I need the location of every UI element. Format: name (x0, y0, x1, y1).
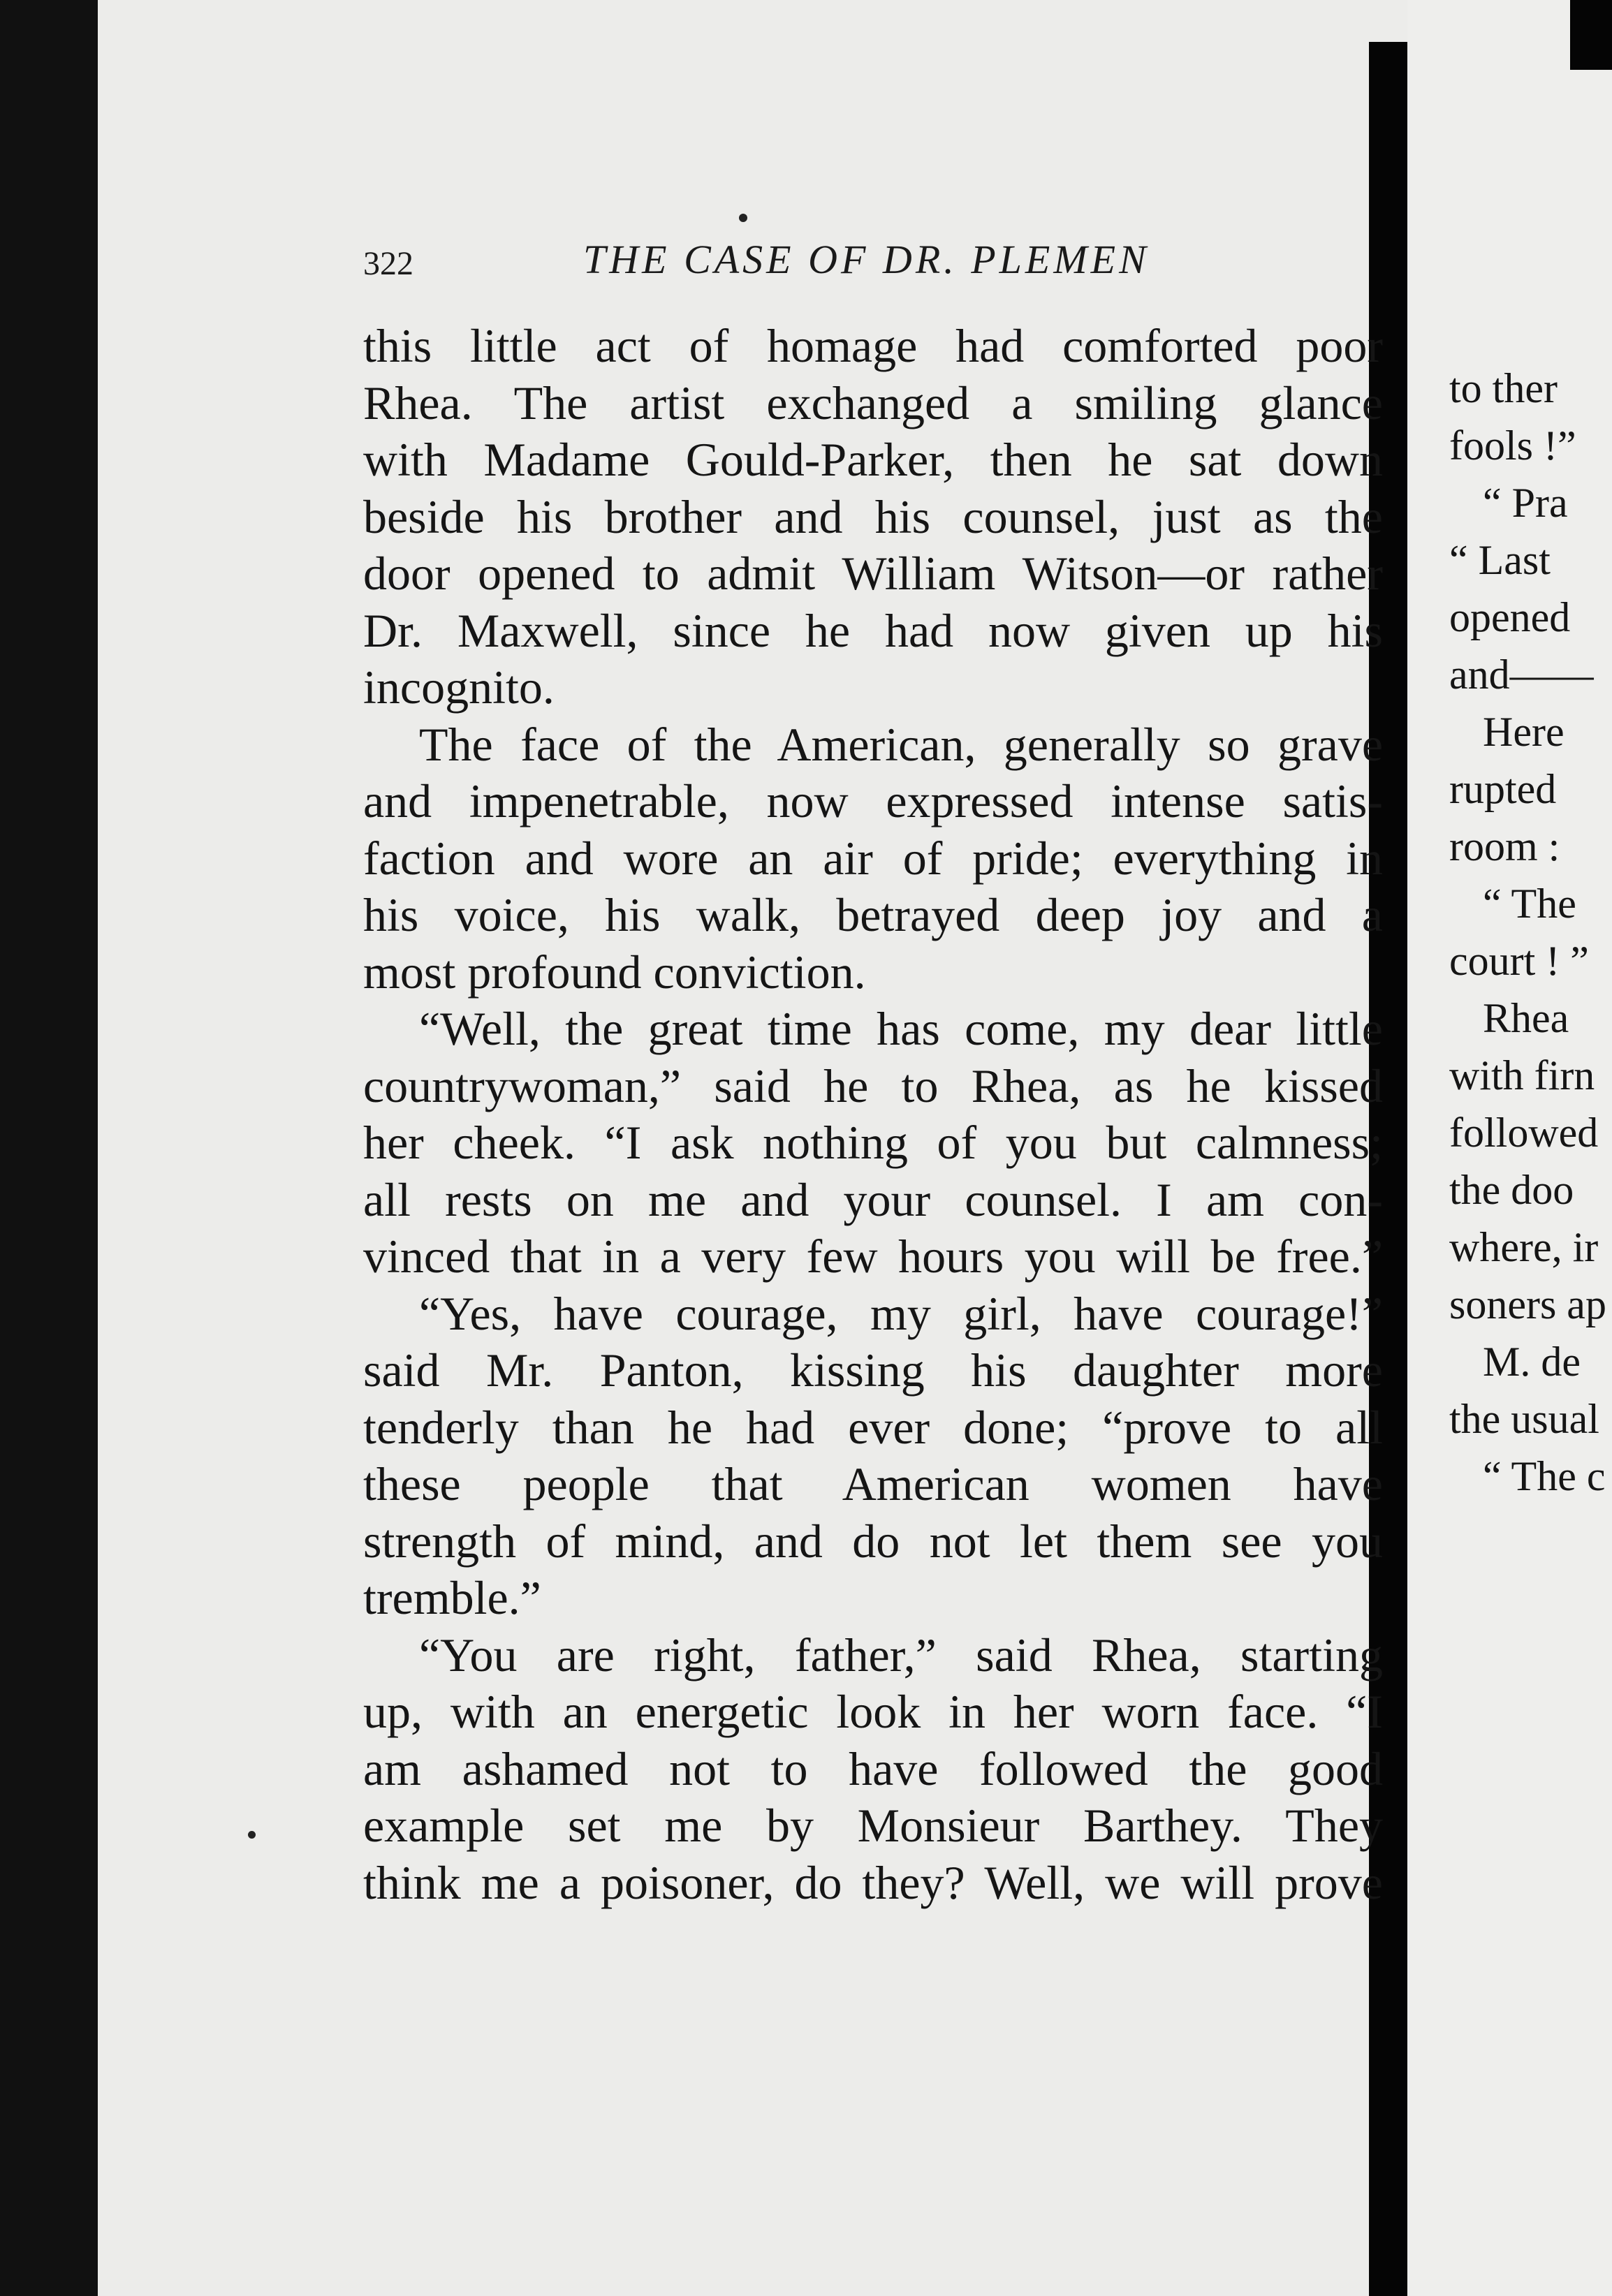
scan-border-top-right (1570, 0, 1612, 70)
text-line: “Well, the great time has come, my dear little (419, 1002, 1383, 1055)
facing-text-line: room : (1449, 823, 1560, 869)
facing-text-line: “ The c (1483, 1453, 1606, 1499)
text-line: and impenetrable, now expressed intense satis- (363, 774, 1383, 827)
text-line: her cheek. “I ask nothing of you but calmness; (363, 1116, 1383, 1169)
text-line: tenderly than he had ever done; “prove to all (363, 1400, 1383, 1454)
running-head: THE CASE OF DR. PLEMEN (583, 237, 1150, 282)
printing-speck (248, 1831, 256, 1839)
facing-text-line: Here (1483, 709, 1565, 755)
page-text (363, 318, 1383, 1911)
text-line: these people that American women have (363, 1457, 1383, 1510)
facing-text-line: to ther (1449, 365, 1558, 411)
facing-text-line: and—— (1449, 652, 1594, 698)
facing-text-line: with firn (1449, 1052, 1595, 1098)
scan-border-left (0, 0, 98, 2296)
text-line: think me a poisoner, do they? Well, we will prove (363, 1855, 1383, 1909)
facing-text-line: M. de (1483, 1339, 1581, 1385)
facing-page-text (1449, 360, 1612, 1505)
facing-text-line: soners ap (1449, 1281, 1606, 1327)
text-line: Rhea. The artist exchanged a smiling glance (363, 376, 1383, 429)
text-line: faction and wore an air of pride; everything in (363, 831, 1383, 885)
text-line: strength of mind, and do not let them see you (363, 1514, 1383, 1568)
facing-text-line: fools !” (1449, 422, 1576, 469)
text-line: example set me by Monsieur Barthey. They (363, 1799, 1383, 1852)
text-line: up, with an energetic look in her worn face. “I (363, 1685, 1383, 1738)
printing-speck (739, 214, 747, 222)
text-line: all rests on me and your counsel. I am con- (363, 1172, 1383, 1226)
text-line: Dr. Maxwell, since he had now given up his (363, 603, 1383, 657)
text-line: door opened to admit William Witson—or rather (363, 547, 1383, 600)
text-line: am ashamed not to have followed the good (363, 1742, 1383, 1795)
facing-text-line: the doo (1449, 1167, 1574, 1213)
text-line: said Mr. Panton, kissing his daughter more (363, 1344, 1383, 1397)
facing-text-line: where, ir (1449, 1224, 1599, 1270)
text-line: most profound conviction. (363, 945, 866, 999)
facing-text-line: Rhea (1483, 995, 1569, 1041)
facing-text-line: “ Last (1449, 537, 1551, 583)
facing-text-line: “ The (1483, 881, 1576, 927)
text-line: beside his brother and his counsel, just as the (363, 490, 1383, 543)
facing-text-line: “ Pra (1483, 480, 1568, 526)
text-line: this little act of homage had comforted poor (363, 319, 1383, 372)
page-header (363, 236, 1397, 299)
text-line: “Yes, have courage, my girl, have courage!” (419, 1286, 1383, 1340)
text-line: “You are right, father,” said Rhea, starting (419, 1628, 1383, 1681)
facing-text-line: followed (1449, 1110, 1599, 1156)
text-line: his voice, his walk, betrayed deep joy and a (363, 888, 1383, 941)
page-number: 322 (363, 245, 413, 282)
facing-text-line: rupted (1449, 766, 1557, 812)
text-line: tremble.” (363, 1571, 541, 1624)
text-line: countrywoman,” said he to Rhea, as he kissed (363, 1059, 1383, 1112)
text-line: The face of the American, generally so grave (419, 717, 1383, 771)
text-line: incognito. (363, 661, 555, 714)
text-line: with Madame Gould-Parker, then he sat down (363, 433, 1383, 486)
facing-text-line: the usual (1449, 1396, 1599, 1442)
facing-text-line: court ! ” (1449, 938, 1589, 984)
text-line: vinced that in a very few hours you will be free.” (363, 1230, 1383, 1283)
facing-text-line: opened (1449, 594, 1571, 640)
